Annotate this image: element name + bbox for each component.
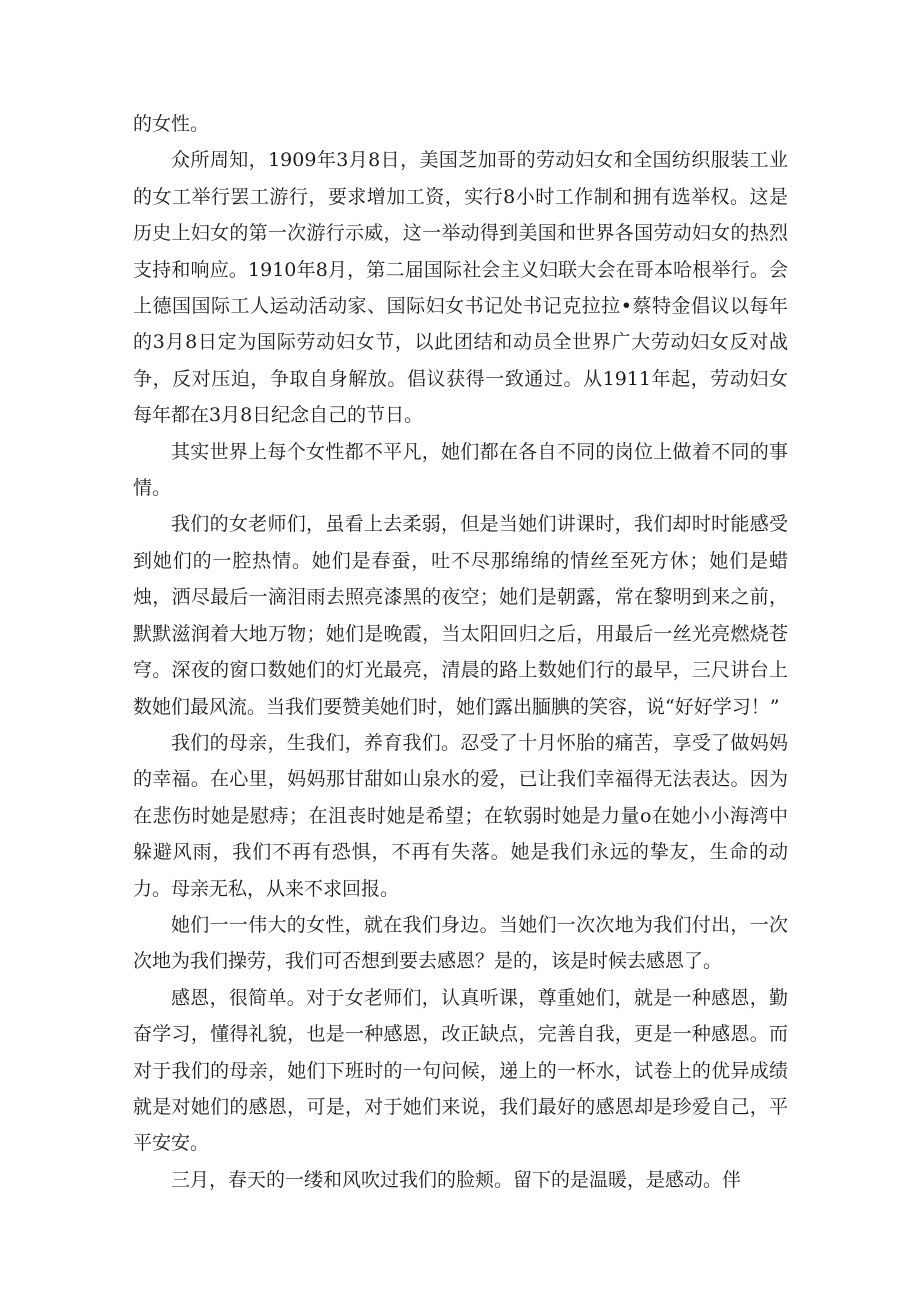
paragraph-womens-day-history: 众所周知，1909年3月8日，美国芝加哥的劳动妇女和全国纺织服装工业的女工举行罢工游行，要求增加工资，实行8小时工作制和拥有选举权。这是历史上妇女的第一次游行示威，这一举动得到美国和世界各国劳动妇女的热烈支持和响应。1910年8月，第二届国际社会主义妇联大会在哥本哈根举行。会上德国国际工人运动活动家、国际妇女书记处书记克拉拉•蔡特金倡议以每年的3月8日定为国际劳动妇女节，以此团结和动员全世界广大劳动妇女反对战争，反对压迫，争取自身解放。倡议获得一致通过。从1911年起，劳动妇女每年都在3月8日纪念自己的节日。 — [133, 149, 788, 427]
paragraph-continuation: 的女性。 — [133, 113, 210, 135]
paragraph-gratitude: 感恩，很简单。对于女老师们，认真听课，尊重她们，就是一种感恩，勤奋学习，懂得礼貌，也是一种感恩，改正缺点，完善自我，更是一种感恩。而对于我们的母亲，她们下班时的一句问候，递上的一杯水，试卷上的优异成绩就是对她们的感恩，可是，对于她们来说，我们最好的感恩却是珍爱自己，平平安安。 — [133, 986, 788, 1155]
paragraph-march: 三月，春天的一缕和风吹过我们的脸颊。留下的是温暖，是感动。伴 — [171, 1168, 742, 1191]
document-page — [133, 106, 788, 1198]
paragraph-mothers: 我们的母亲，生我们，养育我们。忍受了十月怀胎的痛苦，享受了做妈妈的幸福。在心里，妈妈那甘甜如山泉水的爱，已让我们幸福得无法表达。因为在悲伤时她是慰痔；在沮丧时她是希望；在软弱时她是力量o在她小小海湾中躲避风雨，我们不再有恐惧，不再有失落。她是我们永远的挚友，生命的动力。母亲无私，从来不求回报。 — [133, 731, 788, 900]
paragraph-female-teachers: 我们的女老师们，虽看上去柔弱，但是当她们讲课时，我们却时时能感受到她们的一腔热情。她们是春蚕，吐不尽那绵绵的情丝至死方休；她们是蜡烛，洒尽最后一滴泪雨去照亮漆黑的夜空；她们是朝露，常在黎明到来之前，默默滋润着大地万物；她们是晚霞，当太阳回归之后，用最后一丝光亮燃烧苍穹。深夜的窗口数她们的灯光最亮，清晨的路上数她们行的最早，三尺讲台上数她们最风流。当我们要赞美她们时，她们露出腼腆的笑容，说“好好学习！” — [133, 513, 788, 718]
paragraph-every-woman: 其实世界上每个女性都不平凡，她们都在各自不同的岗位上做着不同的事情。 — [133, 440, 788, 500]
paragraph-great-women: 她们一一伟大的女性，就在我们身边。当她们一次次地为我们付出，一次次地为我们操劳，我们可否想到要去感恩？是的，该是时候去感恩了。 — [133, 913, 788, 973]
